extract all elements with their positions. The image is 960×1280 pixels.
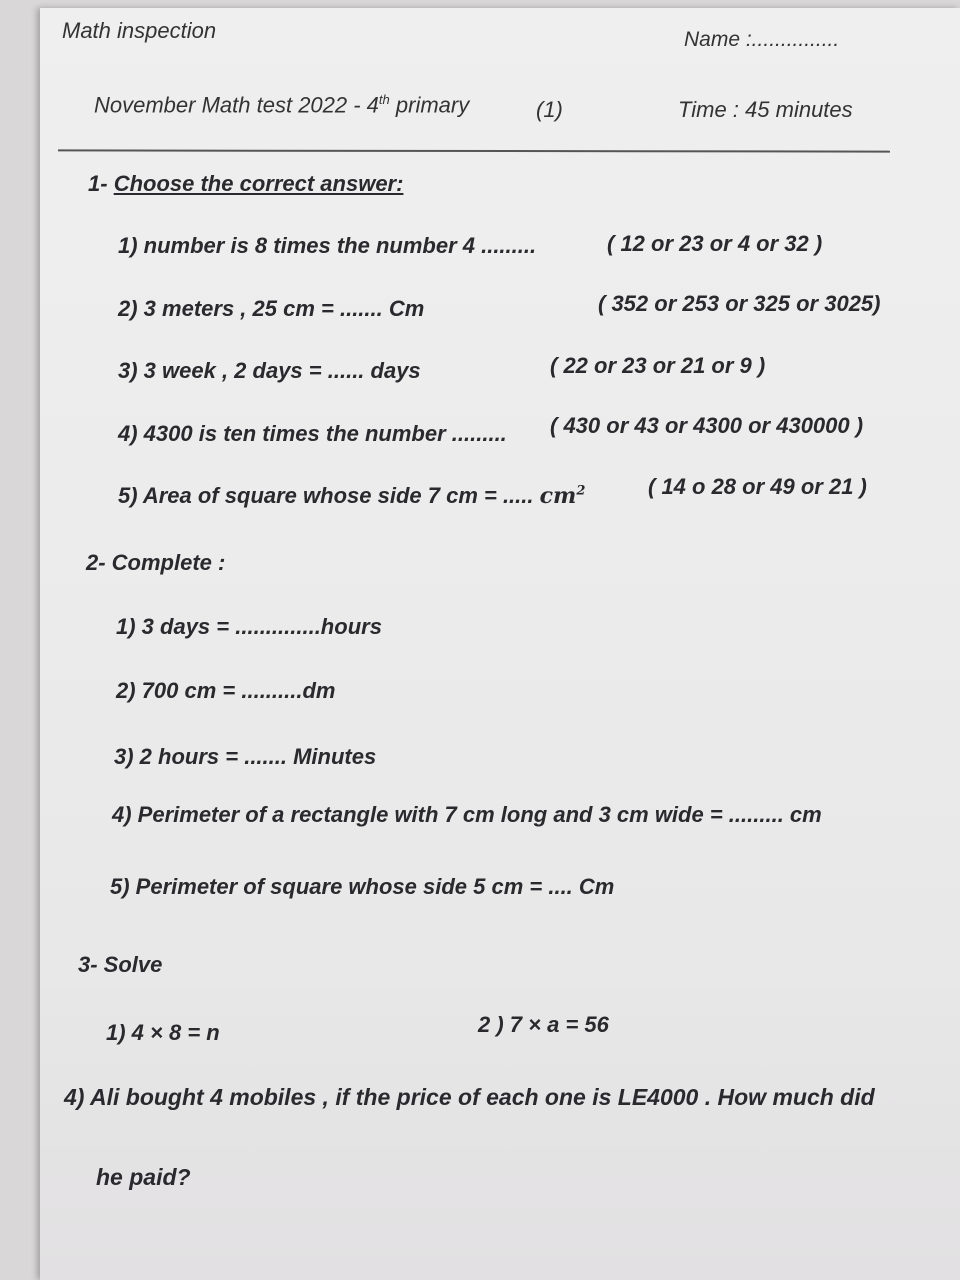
- q1-3-text: 3) 3 week , 2 days = ...... days: [118, 358, 421, 383]
- q2-5: 5) Perimeter of square whose side 5 cm = .... Cm: [110, 874, 615, 899]
- q1-1-text: 1) number is 8 times the number 4 .........: [118, 233, 537, 258]
- section1-number: 1-: [88, 171, 108, 196]
- subject-label: Math inspection: [62, 18, 217, 43]
- section3-heading: 3- Solve: [78, 952, 163, 977]
- q2-1: 1) 3 days = ..............hours: [116, 614, 382, 639]
- q3-2: 2 ) 7 × a = 56: [478, 1012, 609, 1037]
- q1-1-choices: ( 12 or 23 or 4 or 32 ): [607, 231, 823, 256]
- q2-3: 3) 2 hours = ....... Minutes: [114, 744, 377, 769]
- section1-heading: [88, 171, 403, 197]
- section2-heading: 2- Complete :: [86, 550, 226, 575]
- q1-5-unit-text: cm: [539, 483, 577, 509]
- q4-line1: 4) Ali bought 4 mobiles , if the price of each one is LE4000 . How much did: [64, 1084, 875, 1110]
- section1-title: Choose the correct answer:: [113, 171, 404, 196]
- paper-number: (1): [536, 97, 563, 122]
- q1-3-choices: ( 22 or 23 or 21 or 9 ): [550, 353, 766, 378]
- q1-2-choices: ( 352 or 253 or 325 or 3025): [598, 291, 881, 316]
- q1-5-text: [118, 483, 585, 509]
- q3-1: 1) 4 × 8 = n: [106, 1020, 220, 1045]
- q1-4-text: 4) 4300 is ten times the number .........: [118, 421, 507, 446]
- name-field-label: Name :...............: [684, 28, 840, 51]
- test-title-superscript: th: [378, 92, 390, 107]
- q1-5-choices: ( 14 o 28 or 49 or 21 ): [648, 474, 867, 499]
- q1-5-question: 5) Area of square whose side 7 cm = .....: [118, 483, 534, 508]
- q1-5-unit-exponent: 2: [576, 483, 586, 499]
- q2-4: 4) Perimeter of a rectangle with 7 cm long and 3 cm wide = ......... cm: [112, 802, 822, 827]
- test-title-text: November Math test 2022 - 4: [94, 92, 379, 118]
- test-title-grade: primary: [389, 92, 470, 118]
- q1-5-unit: [540, 483, 586, 509]
- q1-2-text: 2) 3 meters , 25 cm = ....... Cm: [118, 296, 425, 321]
- q2-2: 2) 700 cm = ..........dm: [116, 678, 336, 703]
- time-label: Time : 45 minutes: [678, 97, 853, 122]
- q4-line2: he paid?: [96, 1164, 191, 1190]
- test-title: [94, 92, 469, 118]
- q1-4-choices: ( 430 or 43 or 4300 or 430000 ): [550, 413, 864, 438]
